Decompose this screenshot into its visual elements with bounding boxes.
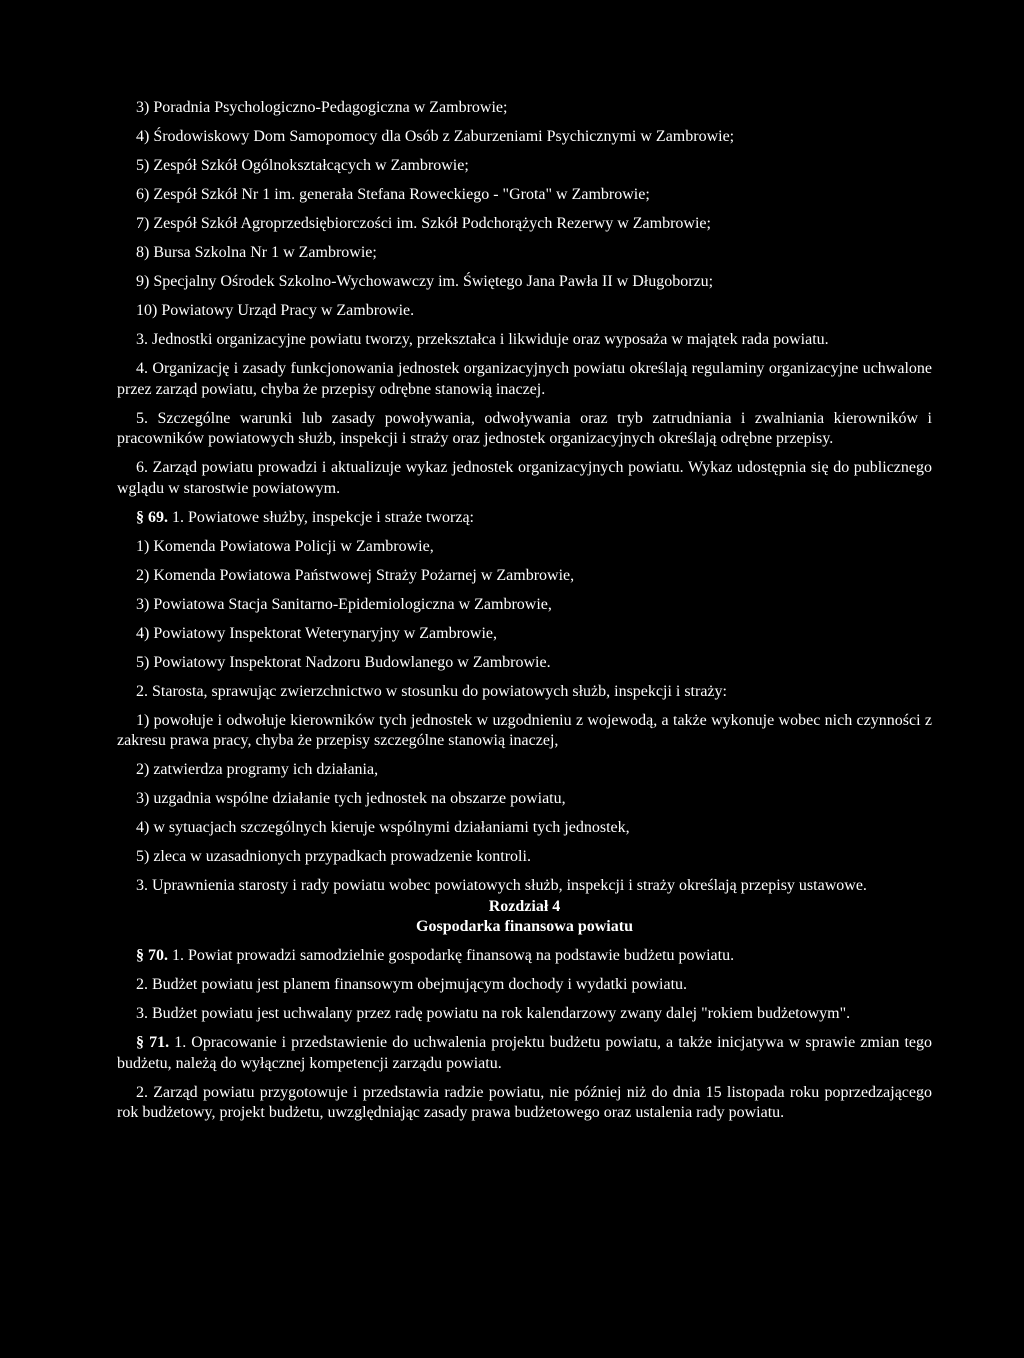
- list-item: 3) Powiatowa Stacja Sanitarno-Epidemiologiczna w Zambrowie,: [136, 595, 552, 613]
- paragraph-6: 6. Zarząd powiatu prowadzi i aktualizuje wykaz jednostek organizacyjnych powiatu. Wykaz udostępnia się do publicznego wglądu w starostwie powiatowym.: [117, 459, 932, 497]
- chapter-title: Gospodarka finansowa powiatu: [416, 918, 633, 935]
- list-item: 7) Zespół Szkół Agroprzedsiębiorczości im. Szkół Podchorążych Rezerwy w Zambrowie;: [136, 215, 711, 232]
- section-70-paragraph-2: 2. Budżet powiatu jest planem finansowym obejmującym dochody i wydatki powiatu.: [136, 976, 688, 993]
- list-item: 4) w sytuacjach szczególnych kieruje wspólnymi działaniami tych jednostek,: [136, 819, 630, 836]
- list-item: 8) Bursa Szkolna Nr 1 w Zambrowie;: [136, 244, 377, 261]
- list-item: 10) Powiatowy Urząd Pracy w Zambrowie.: [136, 302, 415, 319]
- section-69-intro: [117, 508, 932, 529]
- section-69-paragraph-3: 3. Uprawnienia starosty i rady powiatu wobec powiatowych służb, inspekcji i straży określają przepisy ustawowe.: [136, 877, 867, 894]
- list-item: 2) zatwierdza programy ich działania,: [136, 761, 379, 778]
- list-item: 4) Powiatowy Inspektorat Weterynaryjny w Zambrowie,: [136, 624, 497, 642]
- list-item: 1) Komenda Powiatowa Policji w Zambrowie,: [136, 537, 434, 555]
- section-71-paragraph-1: [117, 1033, 932, 1074]
- list-item: 5) Zespół Szkół Ogólnokształcących w Zambrowie;: [136, 157, 469, 174]
- section-number: § 69.: [136, 508, 168, 526]
- paragraph-3: 3. Jednostki organizacyjne powiatu tworzy, przekształca i likwiduje oraz wyposaża w majątek rada powiatu.: [136, 331, 829, 348]
- section-71-paragraph-2: 2. Zarząd powiatu przygotowuje i przedstawia radzie powiatu, nie później niż do dnia 15 listopada roku poprzedzającego rok budżetowy, projekt budżetu, uwzględniając zasady prawa budżetowego oraz ustalenia rady powiatu.: [117, 1083, 932, 1121]
- paragraph-5: 5. Szczególne warunki lub zasady powoływania, odwoływania oraz tryb zatrudniania i zwalniania kierowników i pracowników powiatowych służb, inspekcji i straży oraz jednostek organizacyjnych określają odrębne przepisy.: [117, 409, 932, 447]
- list-item: 2) Komenda Powiatowa Państwowej Straży Pożarnej w Zambrowie,: [136, 566, 575, 584]
- list-item: 9) Specjalny Ośrodek Szkolno-Wychowawczy im. Świętego Jana Pawła II w Długoborzu;: [136, 273, 714, 290]
- chapter-label: Rozdział 4: [488, 897, 561, 915]
- section-70-paragraph-3: 3. Budżet powiatu jest uchwalany przez radę powiatu na rok kalendarzowy zwany dalej "rokiem budżetowym".: [136, 1005, 851, 1022]
- section-number: § 71.: [136, 1034, 170, 1051]
- list-item: 3) uzgadnia wspólne działanie tych jednostek na obszarze powiatu,: [136, 790, 566, 807]
- section-text: 1. Powiatowe służby, inspekcje i straże tworzą:: [172, 508, 474, 526]
- section-number: § 70.: [136, 947, 168, 964]
- section-text: 1. Powiat prowadzi samodzielnie gospodarkę finansową na podstawie budżetu powiatu.: [172, 947, 735, 964]
- list-item: 5) Powiatowy Inspektorat Nadzoru Budowlanego w Zambrowie.: [136, 653, 551, 671]
- list-item: 1) powołuje i odwołuje kierowników tych jednostek w uzgodnieniu z wojewodą, a także wykonuje wobec nich czynności z zakresu prawa pracy, chyba że przepisy szczególne stanowią inaczej,: [117, 711, 932, 749]
- paragraph-4: 4. Organizację i zasady funkcjonowania jednostek organizacyjnych powiatu określają regulaminy organizacyjne uchwalone przez zarząd powiatu, chyba że przepisy odrębne stanowią inaczej.: [117, 360, 932, 398]
- section-70-paragraph-1: [117, 946, 932, 967]
- section-text: 1. Opracowanie i przedstawienie do uchwalenia projektu budżetu powiatu, a także inicjatywa w sprawie zmian tego budżetu, należą do wyłącznej kompetencji zarządu powiatu.: [117, 1034, 933, 1072]
- list-item: 4) Środowiskowy Dom Samopomocy dla Osób z Zaburzeniami Psychicznymi w Zambrowie;: [136, 128, 735, 145]
- list-item: 6) Zespół Szkół Nr 1 im. generała Stefana Roweckiego - "Grota" w Zambrowie;: [136, 186, 650, 203]
- document-page: [117, 98, 932, 1124]
- section-69-paragraph-2: 2. Starosta, sprawując zwierzchnictwo w stosunku do powiatowych służb, inspekcji i straży:: [136, 682, 727, 700]
- list-item: 3) Poradnia Psychologiczno-Pedagogiczna w Zambrowie;: [136, 99, 508, 116]
- list-item: 5) zleca w uzasadnionych przypadkach prowadzenie kontroli.: [136, 848, 531, 865]
